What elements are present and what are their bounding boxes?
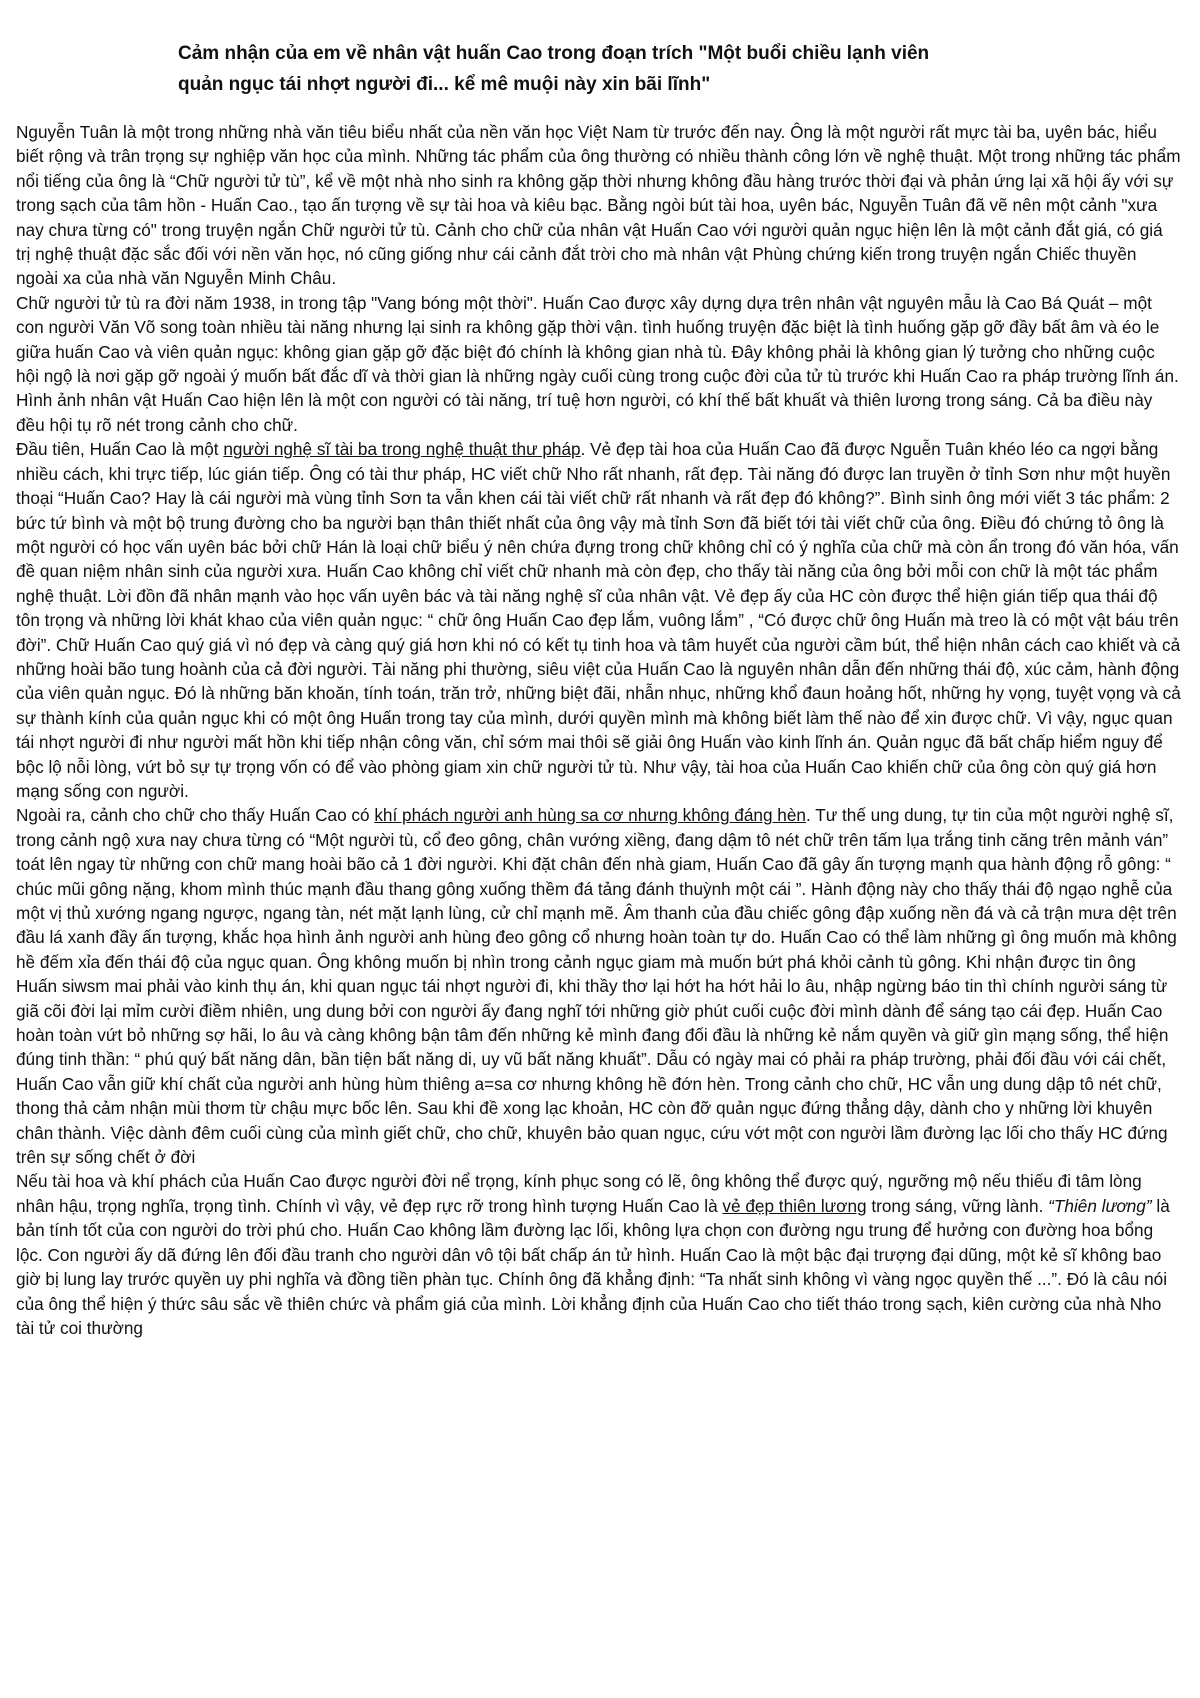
document-title <box>178 38 1078 100</box>
paragraph-virtue-rest: là bản tính tốt của con người do trời phú cho. Huấn Cao không lầm đường lạc lối, không lựa chọn con đường ngu trung để hưởng con đường hoa bổng lộc. Con người ấy dã đứng lên đối đầu tranh cho người dân vô tội bất chấp án tử hình. Huấn Cao là một bậc đại trượng đại dũng, một kẻ sĩ không bao giờ bị lung lay trước quyền uy phi nghĩa và đồng tiền phàn tục. Chính ông đã khẳng định: “Ta nhất sinh không vì vàng ngọc quyền thế ...”. Đó là câu nói của ông thể hiện ý thức sâu sắc về thiên chức và phẩm giá của mình. Lời khẳng định của Huấn Cao cho tiết tháo trong sạch, kiên cường của nhà Nho tài tử coi thường <box>16 1195 1170 1338</box>
paragraph-talent-rest: . Vẻ đẹp tài hoa của Huấn Cao đã được Nguễn Tuân khéo léo ca ngợi bằng nhiều cách, khi trực tiếp, lúc gián tiếp. Ông có tài thư pháp, HC viết chữ Nho rất nhanh, rất đẹp. Tài năng đó được lan truyền ở tỉnh Sơn như một huyền thoại “Huấn Cao? Hay là cái người mà vùng tỉnh Sơn ta vẫn khen cái tài viết chữ rất nhanh và rất đẹp đó không?”. Bình sinh ông mới viết 3 tác phẩm: 2 bức tứ bình và một bộ trung đường cho ba người bạn thân thiết nhất của ông vậy mà tỉnh Sơn đã biết tới tài viết chữ của ông. Điều đó chứng tỏ ông là một người có học vấn uyên bác bởi chữ Hán là loại chữ biểu ý nên chứa đựng trong chữ không chỉ có ý nghĩa của chữ mà còn ẩn trong đó văn hóa, vấn đề quan niệm nhân sinh của người xưa. Huấn Cao không chỉ viết chữ nhanh mà còn đẹp, cho thấy tài năng của ông bởi mỗi con chữ là một tác phẩm nghệ thuật. Lời đồn đã nhân mạnh vào học vấn uyên bác và tài năng nghệ sĩ của nhân vật. Vẻ đẹp ấy của HC còn được thể hiện gián tiếp qua thái độ tôn trọng và những lời khát khao của viên quản ngục: “ chữ ông Huấn Cao đẹp lắm, vuông lắm” , “Có được chữ ông Huấn mà treo là có một vật báu trên đời”. Chữ Huấn Cao quý giá vì nó đẹp và càng quý giá hơn khi nó có kết tụ tinh hoa và tâm huyết của người cầm bút, thể hiện nhân cách cao khiết và cả những hoài bão tung hoành của cả đời người. Tài năng phi thường, siêu việt của Huấn Cao là nguyên nhân dẫn đến những thái độ, xúc cảm, hành động của viên quản ngục. Đó là những băn khoăn, tính toán, trăn trở, những biệt đãi, nhẫn nhục, những khổ đaun hoảng hốt, những hy vọng, tuyệt vọng và cả sự thành kính của quản ngục khi có một ông Huấn trong tay của mình, dưới quyền mình mà không biết làm thế nào để xin được chữ. Vì vậy, ngục quan tái nhợt người đi như người mất hồn khi tiếp nhận công văn, chỉ sớm mai thôi sẽ giải ông Huấn vào kinh lĩnh án. Quản ngục đã bất chấp hiểm nguy để bộc lộ nỗi lòng, vứt bỏ sự tự trọng vốn có để vào phòng giam xin chữ người tử tù. Như vậy, tài hoa của Huấn Cao khiến chữ của ông còn quý giá hơn mạng sống con người. <box>16 439 1181 801</box>
document-body <box>16 120 1181 1340</box>
paragraph-virtue-start: Nếu tài hoa và khí phách của Huấn Cao được người đời nể trọng, kính phục song có lẽ, ông không thể được quý, ngưỡng mộ nếu thiếu đi tâm lòng nhân hậu, trọng nghĩa, trọng tình. Chính vì vậy, vẻ đẹp rực rỡ trong hình tượng Huấn Cao là <box>16 1171 1142 1216</box>
title-line-1: Cảm nhận của em về nhân vật huấn Cao trong đoạn trích "Một buổi chiều lạnh viên <box>178 43 930 64</box>
paragraph-context: Chữ người tử tù ra đời năm 1938, in trong tập "Vang bóng một thời". Huấn Cao được xây dựng dựa trên nhân vật nguyên mẫu là Cao Bá Quát – một con người Văn Võ song toàn nhiều tài năng nhưng lại sinh ra không gặp thời vận. tình huống truyện đặc biệt là tình huống gặp gỡ đầy bất âm và éo le giữa huấn Cao và viên quản ngục: không gian gặp gỡ đặc biệt đó chính là không gian nhà tù. Đây không phải là không gian lý tưởng cho những cuộc hội ngộ là nơi gặp gỡ ngoài ý muốn bất đắc dĩ và thời gian là những ngày cuối cùng trong cuộc đời của tử tù trước khi Huấn Cao ra pháp trường lĩnh án. Hình ảnh nhân vật Huấn Cao hiện lên là một con người có tài năng, trí tuệ hơn người, có khí thế bất khuất và thiên lương trong sáng. Cả ba điều này đều hội tụ rõ nét trong cảnh cho chữ. <box>16 292 1179 435</box>
paragraph-virtue-middle: trong sáng, vững lành. <box>866 1195 1049 1216</box>
italic-term-thien-luong: “Thiên lương” <box>1048 1195 1152 1216</box>
paragraph-virtue <box>16 1169 1181 1340</box>
paragraph-courage-rest: . Tư thế ung dung, tự tin của một người nghệ sĩ, trong cảnh ngộ xưa nay chưa từng có “Một người tù, cổ đeo gông, chân vướng xiềng, đang dậm tô nét chữ trên tấm lụa trắng tinh căng trên mảnh ván” toát lên ngay từ những con chữ mang hoài bão cả 1 đời người. Khi đặt chân đến nhà giam, Huấn Cao đã gây ấn tượng mạnh qua hành động rỗ gông: “ chúc mũi gông nặng, khom mình thúc mạnh đầu thang gông xuống thềm đá tảng đánh thuỳnh một cái ”. Hành động này cho thấy thái độ ngạo nghễ của một vị thủ xướng ngang ngược, ngang tàn, nét mặt lạnh lùng, cử chỉ mạnh mẽ. Âm thanh của đầu chiếc gông đập xuống nền đá và cả trận mưa dệt trên đầu lá xanh đầy ấn tượng, khắc họa hình ảnh người anh hùng đeo gông cổ nhưng hoàn toàn tự do. Huấn Cao có thể làm những gì ông muốn mà không hề đếm xỉa đến thái độ của ngục quan. Ông không muốn bị nhìn trong cảnh ngục giam mà muốn bứt phá khỏi cảnh tù gông. Khi nhận được tin ông Huấn siwsm mai phải vào kinh thụ án, khi quan ngục tái nhợt người đi, khi thầy thơ lại hớt ha hớt hải lo âu, nhập ngừng báo tin thì chính người sáng từ giã cõi đời lại mỉm cười điềm nhiên, ung dung bởi con người ấy đang nghĩ tới những giờ phút cuối cuộc đời mình dành để sáng tạo cái đẹp. Huấn Cao hoàn toàn vứt bỏ những sợ hãi, lo âu và càng không bận tâm đến những kẻ mình đang đối đầu là những kẻ nắm quyền và giữ gìn mạng sống, thể hiện đúng tinh thần: “ phú quý bất năng dân, bần tiện bất năng di, uy vũ bất năng khuất”. Dẫu có ngày mai có phải ra pháp trường, phải đối đầu với cái chết, Huấn Cao vẫn giữ khí chất của người anh hùng hùm thiêng a=sa cơ nhưng không hề đớn hèn. Trong cảnh cho chữ, HC vẫn ung dung dập tô nét chữ, thong thả cảm nhận mùi thơm từ chậu mực bốc lên. Sau khi đề xong lạc khoản, HC còn đỡ quản ngục đứng thẳng dậy, dành cho y những lời khuyên chân thành. Việc dành đêm cuối cùng của mình giết chữ, cho chữ, khuyên bảo quan ngục, cứu vớt một con người lầm đường lạc lối cho thấy HC đứng trên sự sống chết ở đời <box>16 805 1177 1168</box>
underlined-phrase-talent: người nghệ sĩ tài ba trong nghệ thuật thư pháp <box>223 439 581 460</box>
paragraph-courage-start: Ngoài ra, cảnh cho chữ cho thấy Huấn Cao có <box>16 805 375 826</box>
underlined-phrase-courage: khí phách người anh hùng sa cơ nhưng không đáng hèn <box>374 805 806 826</box>
paragraph-talent-start: Đầu tiên, Huấn Cao là một <box>16 439 224 460</box>
underlined-phrase-virtue: vẻ đẹp thiên lương <box>722 1195 867 1216</box>
paragraph-courage <box>16 803 1181 1169</box>
paragraph-talent <box>16 437 1181 803</box>
paragraph-intro: Nguyễn Tuân là một trong những nhà văn tiêu biểu nhất của nền văn học Việt Nam từ trước đến nay. Ông là một người rất mực tài ba, uyên bác, hiểu biết rộng và trân trọng sự nghiệp văn học của mình. Những tác phẩm của ông thường có nhiều thành công lớn về nghệ thuật. Một trong những tác phẩm nổi tiếng của ông là “Chữ người tử tù”, kể về một nhà nho sinh ra không gặp thời nhưng không đầu hàng trước thời đại và phản ứng lại xã hội ấy với sự trong sạch của tâm hồn - Huấn Cao., tạo ấn tượng về sự tài hoa và kiêu bạc. Bằng ngòi bút tài hoa, uyên bác, Nguyễn Tuân đã vẽ nên một cảnh "xưa nay chưa từng có" trong truyện ngắn Chữ người tử tù. Cảnh cho chữ của nhân vật Huấn Cao với người quản ngục hiện lên là một cảnh đắt giá, có giá trị nghệ thuật đặc sắc đối với nền văn học, nó cũng giống như cái cảnh đắt trời cho mà nhân vật Phùng chứng kiến trong truyện ngắn Chiếc thuyền ngoài xa của nhà văn Nguyễn Minh Châu. <box>16 122 1181 289</box>
title-line-2: quản ngục tái nhợt người đi... kể mê muội này xin bãi lĩnh" <box>178 74 711 95</box>
